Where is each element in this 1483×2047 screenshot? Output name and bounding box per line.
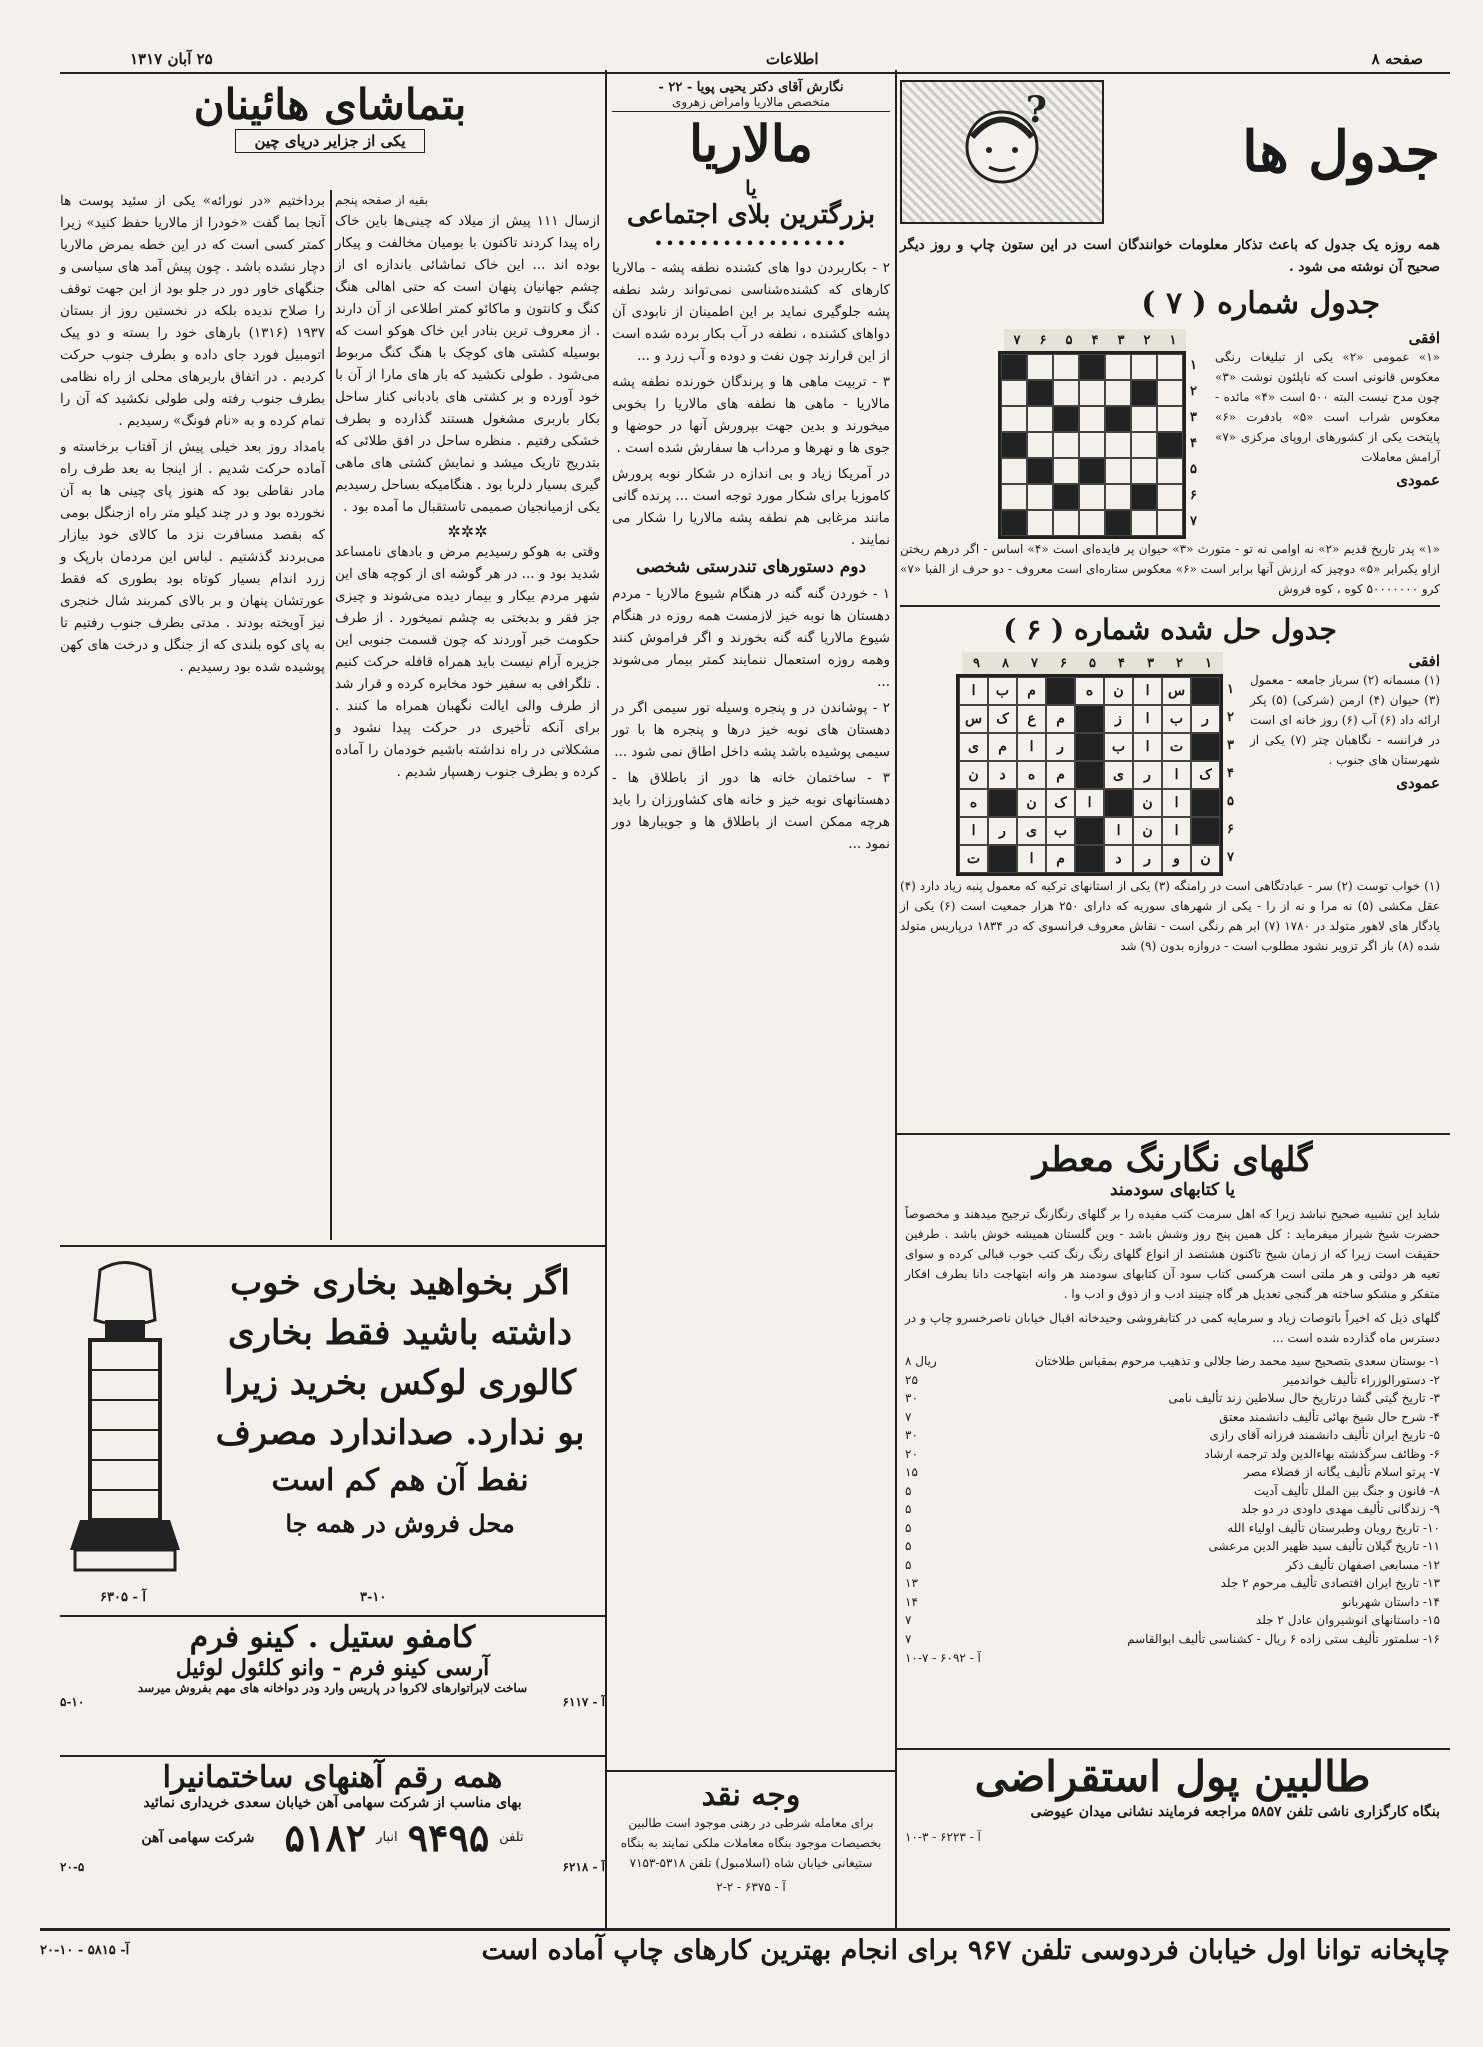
black-cell [1053,406,1079,432]
letter-cell: ز [1104,705,1133,733]
tables-intro: همه روزه یک جدول که باعث تذکار معلومات خوانندگان است در این ستون چاپ و روز دیگر صحیح آن نوشته می شود . [900,237,1440,275]
empty-cell[interactable] [1053,510,1079,536]
letter-cell: ن [1133,817,1162,845]
letter-cell: م [988,733,1017,761]
malaria-title: مالاریا [689,114,813,173]
black-cell [1157,432,1183,458]
iron-codes [60,1860,605,1874]
book-title: ۱۶- سلمتور تألیف ستی زاده ۶ ریال - کشناسی تألیف ابوالقاسم [1127,1631,1440,1646]
iron-body: بهای مناسب از شرکت سهامی آهن خیابان سعدی خریداری نمائید [143,1795,522,1811]
row-number: ۵ [1190,462,1197,477]
letter-cell: ن [1104,677,1133,705]
section-rule [60,1245,605,1247]
letter-cell: ا [1017,845,1046,873]
heater-line4: بو ندارد. صداندارد مصرف [215,1413,585,1453]
solved-across-label: افقی [1408,652,1440,670]
letter-cell: س [959,705,988,733]
book-item [905,1611,1440,1630]
empty-cell[interactable] [1131,458,1157,484]
letter-cell: ر [988,817,1017,845]
book-price: ۵ [905,1539,912,1553]
book-title: ۳- تاریخ گیتی گشا درتاریخ حال سلاطین زند تألیف نامی [1168,1391,1440,1405]
row-number: ۲ [1227,710,1234,725]
section-rule [60,1755,605,1757]
loan-body: بنگاه کارگزاری ناشی تلفن ۵۸۵۷ مراجعه فرمایند نشانی میدان عیوضی [1030,1804,1440,1820]
row-number: ۲ [1190,384,1197,399]
empty-cell[interactable] [1131,354,1157,380]
book-price: ۵ [905,1502,912,1516]
puzzle-illustration [900,80,1104,224]
black-cell [1027,380,1053,406]
column-number: ۳ [1136,652,1165,674]
footer-text: چاپخانه توانا اول خیابان فردوسی تلفن ۹۶۷ برای انجام بهترین کارهای چاپ آماده است [481,1935,1450,1966]
komfo-line3: ساخت لابراتوارهای لاکروا در پاریس وارد ودر دواخانه های مهم بفروش میرسد [137,1681,528,1695]
black-cell [1191,817,1220,845]
hainan-text-a: ازسال ۱۱۱ پیش از میلاد که چینی‌ها باین خاک راه پیدا کردند تاکنون با بومیان مخالفت و پیکار بوده اند ... این خاک تماشائی باندازه ای از چشم جهانیان پنهان است که حتی اهالی هنگ کنگ و کانتون و ماکائو کمتر اطلاعی از آن دارند . از معروف ترین بنادر این خاک هوکو است که بوسیله کشتی های کوچک با هنگ کنگ مربوط می‌شود . طولی نکشید که بار های مارا از آن با خود آورده و بر کشتی های بادبانی کنار ساحل بکار باربری مشغول هستند گذارده و بطرف خشکی رفتیم . منظره ساحل در افق طلائی که بتدریج تاریک میشد و نمایش کشتی های ماهی گیری بسیار دلربا بود . هنگامیکه بساحل رسیدیم یکی ازمیانجیان صمیمی تاستقبال ما آمده بود . [335,213,600,515]
row-number: ۱ [1227,682,1234,697]
book-price: ۱۴ [905,1594,918,1609]
letter-cell: ت [959,845,988,873]
iron-phone2: ۵۱۸۲ [284,1815,367,1860]
book-price: ۷ [905,1409,912,1424]
malaria-p2: ۳ - تربیت ماهی ها و پرندگان خورنده نطفه پشه مالاریا - ماهی ها نطفه های مالاریا را بخوبی میخورند و بدین جهت بپرورش آنها در حوضها و جوی ها و نهرها و مرداب ها سفارش شده است . [612,374,890,456]
komfo-codes [60,1695,605,1709]
letter-cell: ن [959,761,988,789]
row-number: ۱ [1190,358,1197,373]
solved-across-clues: (۱) مسمانه (۲) سرباز جامعه - معمول (۳) حیوان (۴) ارمن (شرکی) (۵) پکر ارائه داد (۶) آب (۶) روز خانه ای است در فرانسه - نگاهبان چتر (۷) یکی از شهرستان های جنوب . [1250,673,1440,767]
row-number: ۷ [1190,514,1197,529]
book-item [905,1352,1440,1371]
letter-cell: ر [1133,845,1162,873]
puzzle6-title: جدول حل شده شماره ( ۶ ) [1003,613,1337,646]
black-cell [1001,432,1027,458]
cash-body: برای معامله شرطی در رهنی موجود است طالبین بخصیصات موجود بنگاه معاملات ملکی نمایند به بنگاه ستیغانی خیابان شاه (اسلامبول) تلفن ۵۳۱۸-۷۱۵۳ [620,1816,882,1870]
heater-line1: اگر بخواهید بخاری خوب [230,1263,570,1303]
puzzle7-grid-wrap [998,329,1201,539]
hainan-col-left [60,190,325,682]
malaria-p1: ۲ - بکاربردن دوا های کشنده نطفه پشه - مالاریا کارهای که کشنده‌شناسی نمی‌تواند رشد نطفه پشه جلوگیری نماید بر این اطمینان از نابودی آن دواهای کشنده ، نطفه در آب بکار برده شده است از این قرارند چون نفت و دوده و آب زرد و ... [612,260,890,364]
letter-cell: ع [1017,705,1046,733]
letter-cell: ا [1133,677,1162,705]
heater-code-a: آ - ۶۳۰۵ [100,1590,146,1605]
komfo-line2: آرسی کینو فرم - وانو کلئول لوئیل [175,1655,490,1681]
empty-cell[interactable] [1157,458,1183,484]
continued-note: بقیه از صفحه پنجم [335,193,429,207]
empty-cell[interactable] [1053,458,1079,484]
column-number: ۳ [1108,329,1134,351]
empty-cell[interactable] [1105,354,1131,380]
empty-cell[interactable] [1105,484,1131,510]
hainan-header [60,80,600,153]
malaria-author: نگارش آقای دکتر یحیی پویا - ۲۲ - [658,80,844,95]
letter-cell: ا [1162,817,1191,845]
empty-cell[interactable] [1027,354,1053,380]
black-cell [1079,458,1105,484]
book-price: ۳۰ [905,1428,918,1442]
black-cell [988,789,1017,817]
book-price: ۷ [905,1613,912,1627]
hainan-col-right [335,190,600,787]
malaria-p6: ۳ - ساختمان خانه ها دور از باطلاق ها - دهستانهای نوبه خیز و خانه های کشاورزان را باید هرچه ممکن است از باطلاق ها و جویبارها دور نمود ... [612,770,890,852]
issue-date: ۲۵ آبان ۱۳۱۷ [130,50,213,68]
book-price: ۷ [905,1631,912,1646]
row-number: ۳ [1190,410,1197,425]
column-number: ۵ [1056,329,1082,351]
black-cell [1001,510,1027,536]
empty-cell[interactable] [1001,458,1027,484]
book-title: ۱۲- مسابعی اصفهان تألیف ذکر [1285,1557,1440,1572]
empty-cell[interactable] [1053,432,1079,458]
empty-cell[interactable] [1105,432,1131,458]
komfo-title: کامفو ستیل . کینو فرم [189,1620,476,1655]
book-list [905,1352,1440,1648]
book-item [905,1519,1440,1538]
iron-code-b: ۲۰-۵ [60,1860,85,1874]
black-cell [1105,510,1131,536]
letter-cell: ر [1191,705,1220,733]
iron-title: همه رقم آهنهای ساختمانیرا [162,1760,503,1795]
book-item [905,1593,1440,1612]
masthead-rule [60,72,1450,74]
row-number: ۴ [1227,766,1234,781]
letter-cell: ب [1046,817,1075,845]
letter-cell: ب [1104,733,1133,761]
letter-cell: ا [959,677,988,705]
black-cell [1105,406,1131,432]
column-number: ۲ [1134,329,1160,351]
malaria-ya: یا [745,176,757,200]
flowers-body: شاید این تشبیه صحیح نباشد زیرا که اهل سرمت کتب مفیده را بر گلهای رنگارنگ ترجیح میدهند و مخصوصاً حضرت شیخ شیراز میفرماید : کل همین پنج روز وشش باشد - وین گلستان همیشه خوش باشد . طرفین حقیقت است زیرا که از زمان شیخ تاکنون هشتصد از انواع گلهای رنگ رنگ کتب خوب قبالی کرده و سوای تعیه هر دولتی و هر ملتی است هرکسی کتاب سود آن کتابهای سودمند هر وانه ابتهاجت دانا بطرف افکار متفکر و مشکو ساخته هر گنجی تعدیل هر گاه چنیند ادب و از ذوق و ادب وا . [905,1207,1440,1301]
iron-phone-label: تلفن [499,1830,524,1845]
solved-down-clues: (۱) خواب توست (۲) سر - عبادتگاهی است در رامنگه (۳) یکی از استانهای ترکیه که معمول پنبه زیاد دارد (۴) عقل مکشی (۵) نه مرا و نه از را - یکی از شهرهای سوریه که دارای ۲۵۰ هزار جمعیت است (۶) یکی از یادگار های لاهور متولد در ۱۷۸۰ (۷) ابر هم رنگی است - نقاش معروف فرانسوی که در ۱۸۳۴ درپاریس متولد شده (۸) باز اگر تزویر نشود مطلوب است - دروازه بدون (۹) شد [900,879,1441,953]
across-clues: «۱» عمومی «۲» یکی از تبلیغات رنگی معکوس قانونی است که ناپلئون نوشت «۳» چون مدح نیست البته ۵۰۰ است «۴» مائده - معکوس شراب است «۵» بادفرت «۶» پایتخت یکی از کشورهای اروپای مرکزی «۷» آرامش معاملات [1215,350,1440,464]
letter-cell: ب [1162,705,1191,733]
cash-code: آ - ۶۳۷۵ - ۲-۲ [716,1880,786,1894]
letter-cell: ا [1133,705,1162,733]
row-number: ۵ [1227,794,1234,809]
empty-cell[interactable] [1157,484,1183,510]
loan-ad [905,1752,1440,1847]
black-cell [1131,380,1157,406]
black-cell [1027,458,1053,484]
column-number: ۷ [1004,329,1030,351]
letter-cell: و [1162,845,1191,873]
letter-cell: ا [1162,789,1191,817]
book-title: ۱۱- تاریخ گیلان تألیف سید ظهیر الدین مرعشی [1208,1539,1440,1553]
row-number: ۶ [1227,822,1234,837]
malaria-specialty: متخصص مالاریا وامراض زهروی [612,95,890,112]
column-rule [605,70,607,1930]
letter-cell: د [988,761,1017,789]
row-number: ۴ [1190,436,1197,451]
section-rule [895,1133,1450,1135]
across-label: افقی [1408,329,1440,347]
section-rule [605,1770,895,1772]
section-rule [60,1615,605,1617]
book-item [905,1463,1440,1482]
heater-ad [60,1250,605,1610]
book-item [905,1574,1440,1593]
black-cell [1075,817,1104,845]
crossword-section [900,80,1440,960]
column-number: ۸ [991,652,1020,674]
black-cell [1191,677,1220,705]
letter-cell: ر [1046,733,1075,761]
row-number: ۳ [1227,738,1234,753]
masthead [0,48,1483,70]
cash-ad [612,1778,890,1897]
section-rule [900,605,1440,607]
empty-cell[interactable] [1027,510,1053,536]
komfo-code-a: آ - ۶۱۱۷ [562,1695,605,1709]
book-item [905,1371,1440,1390]
book-price: ۱۵ [905,1465,918,1479]
column-rule [895,70,897,1930]
down-label: عمودی [1396,471,1440,489]
empty-cell[interactable] [1105,380,1131,406]
hainan-text-b: وقتی به هوکو رسیدیم مرض و بادهای نامساعد شدید بود و ... در هر گوشه ای از کوچه های این شهر مردم بیکار و بیمار دیده می‌شوند و چیزی جز فقر و بدبختی به چشم نمیخورد . از طرف حکومت خبر آوردند که چون قسمت جنوبی این جزیره آرام نیست باید همراه قافله حرکت کنیم . تلگرافی به سفیر خود مخابره کرده و قرار شد از طرف والی ایالت نگهبان همراه ما کنند . برای آنکه تأخیری در حرکت پیدا نشود و مشکلاتی در راه نداشته باشیم خودمان را آماده کرده و بطرف جنوب رهسپار شدیم . [335,544,600,780]
letter-cell: ک [988,705,1017,733]
black-cell [1053,484,1079,510]
book-title: ۱- بوستان سعدی بتصحیح سید محمد رضا جلالی و تذهیب مرحوم بمقیاس طلاختان [1035,1354,1440,1368]
book-item [905,1500,1440,1519]
puzzle7-grid[interactable] [998,351,1186,539]
iron-company: شرکت سهامی آهن [141,1829,255,1846]
black-cell [1001,354,1027,380]
heater-code-b: ۳-۱۰ [360,1590,387,1605]
heater-line5: نفط آن هم کم است [271,1463,529,1498]
book-title: ۱۴- داستان شهربانو [1341,1594,1440,1609]
empty-cell[interactable] [1027,432,1053,458]
black-cell [1075,705,1104,733]
komfo-code-b: ۵-۱۰ [60,1695,85,1709]
empty-cell[interactable] [1079,510,1105,536]
puzzle7-title: جدول شماره ( ۷ ) [1141,286,1380,321]
iron-phone-sep: انبار [376,1830,398,1845]
letter-cell: د [1104,845,1133,873]
page-number: صفحه ۸ [1371,50,1423,68]
column-number: ۲ [1165,652,1194,674]
book-price: ۲۰ [905,1446,918,1461]
heater-line2: داشته باشید فقط بخاری [227,1313,573,1353]
letter-cell: ی [959,733,988,761]
letter-cell: ن [1017,789,1046,817]
empty-cell[interactable] [1027,484,1053,510]
books-ad-code: آ - ۶۰۹۲ - ۷-۱۰ [905,1651,981,1665]
book-item [905,1445,1440,1464]
book-price: ۵ [905,1483,912,1498]
column-number: ۹ [962,652,991,674]
flowers-subtitle: یا کتابهای سودمند [1110,1180,1235,1200]
black-cell [1131,484,1157,510]
komfo-ad [60,1620,605,1709]
empty-cell[interactable] [1001,484,1027,510]
black-cell [1046,677,1075,705]
cash-title: وجه نقد [701,1778,801,1813]
book-item [905,1537,1440,1556]
letter-cell: ا [1075,789,1104,817]
heater-line6: محل فروش در همه جا [285,1509,515,1538]
book-item [905,1408,1440,1427]
solved-down-label: عمودی [1396,774,1440,792]
empty-cell[interactable] [1079,406,1105,432]
book-price: ۳۰ [905,1391,918,1405]
empty-cell[interactable] [1157,510,1183,536]
letter-cell: م [1017,677,1046,705]
empty-cell[interactable] [1157,380,1183,406]
malaria-article [612,80,890,859]
hainan-subtitle: یکی از جزایر دریای چین [235,129,424,153]
books-ad [905,1140,1440,1668]
section-rule [895,1748,1450,1750]
empty-cell[interactable] [1079,432,1105,458]
empty-cell[interactable] [1157,354,1183,380]
heater-code-b-wrap [360,1590,386,1605]
malaria-p3: در آمریکا زیاد و بی اندازه در شکار نوبه پرورش کاموزیا برای شکار مورد توجه است ... پرنده گانی مانند مرغابی هم نطفه پشه مالاریا را شکار می نمایند . [612,466,890,548]
iron-code-a: آ - ۶۲۱۸ [562,1860,605,1874]
letter-cell: ی [1017,817,1046,845]
malaria-p5: ۲ - پوشاندن در و پنجره وسیله تور سیمی اگر در دهستان های نوبه خیز درها و پنجره ها با تور سیمی پوشیده باشد پشه داخل اطاق نمی شود ... [612,700,890,760]
book-title: ۱۳- تاریخ ایران اقتصادی تألیف مرحوم ۲ جلد [1220,1576,1440,1590]
iron-phone1: ۹۴۹۵ [407,1815,490,1860]
malaria-section-title: دوم دستورهای تندرستی شخصی [635,557,867,577]
letter-cell: ه [1017,761,1046,789]
empty-cell[interactable] [1131,406,1157,432]
letter-cell: ک [1191,761,1220,789]
footer-ad [40,1935,1450,1966]
letter-cell: ر [1133,761,1162,789]
book-title: ۲- دستورالوزراء تألیف خواندمیر [1283,1372,1440,1387]
row-number: ۷ [1227,850,1234,865]
column-number: ۱ [1160,329,1186,351]
column-number: ۶ [1030,329,1056,351]
letter-cell: ا [1133,733,1162,761]
black-cell [1191,733,1220,761]
ornament-divider: ••••••••••••••••• [653,234,849,253]
letter-cell: م [1046,845,1075,873]
heater-illustration [60,1260,190,1580]
row-number: ۶ [1190,488,1197,503]
letter-cell: ا [1162,761,1191,789]
column-number: ۱ [1194,652,1223,674]
hainan-text-d: بامداد روز بعد خیلی پیش از آفتاب برخاسته و آماده حرکت شدیم . از اینجا به بعد طرف راه مادر نقاطی بود که هنوز پای چینی ها به آن نخورده بود و در چند کیلو متر راه ازجنگل بومی که بقصد مسافرت نزد ما کالای خود بیازار می‌بردند گذشتیم . لباس این مردمان بارپک و زرد اندام بسیار کوتاه بود بطوری که فقط عورتشان پنهان و بر بالای کمربند شال خنجری نیز آویخته بودند . مدتی بطرف جنوب رفتیم تا به پای کوه بلندی که از جنگل و درخت های کهن پوشیده شده بود رسیدیم . [60,439,325,675]
empty-cell[interactable] [1157,406,1183,432]
hainan-title: بتماشای هائینان [193,80,467,129]
black-cell [1079,354,1105,380]
letter-cell: ت [1162,733,1191,761]
book-item [905,1630,1440,1649]
flowers-title: گلهای نگارنگ معطر [1032,1140,1313,1180]
column-rule [330,190,332,1240]
book-title: ۶- وظائف سرگذشته بهاءالدین ولد ترجمه ارشاد [1204,1446,1440,1461]
book-price: ۱۳ [905,1576,918,1590]
heater-line3: کالوری لوکس بخرید زیرا [223,1363,577,1403]
puzzle6-solved-grid [956,674,1223,876]
iron-phones [60,1815,605,1860]
empty-cell[interactable] [1131,432,1157,458]
black-cell [1104,789,1133,817]
malaria-subtitle: بزرگترین بلای اجتماعی [626,200,876,230]
column-number: ۷ [1020,652,1049,674]
book-item [905,1426,1440,1445]
book-item [905,1389,1440,1408]
book-title: ۷- پرتو اسلام تألیف یگانه از فضلاء مصر [1243,1465,1440,1479]
black-cell [988,845,1017,873]
empty-cell[interactable] [1027,406,1053,432]
empty-cell[interactable] [1079,380,1105,406]
letter-cell: ا [959,817,988,845]
heater-code [100,1590,146,1605]
column-number: ۶ [1049,652,1078,674]
book-title: ۹- زندگانی تألیف مهدی داودی در دو جلد [1241,1502,1440,1516]
iron-ad [60,1760,605,1874]
footer-code: آ- ۵۸۱۵ - ۱۰-۲۰ [40,1943,130,1958]
book-price: ۵ [905,1557,912,1572]
letter-cell: م [1046,761,1075,789]
loan-title: طالبین پول استقراضی [974,1752,1371,1801]
black-cell [1075,733,1104,761]
book-price: ۵ [905,1520,912,1535]
book-price: ۲۵ [905,1372,918,1387]
letter-cell: ک [1046,789,1075,817]
tables-title: جدول ها [1242,119,1440,185]
letter-cell: ا [1017,733,1046,761]
black-cell [1075,845,1104,873]
letter-cell: ب [988,677,1017,705]
column-number: ۴ [1082,329,1108,351]
letter-cell: ی [1104,761,1133,789]
empty-cell[interactable] [1131,510,1157,536]
letter-cell: ه [1075,677,1104,705]
book-title: ۸- قانون و جنگ بین الملل تألیف آدیت [1253,1483,1440,1498]
empty-cell[interactable] [1079,484,1105,510]
letter-cell: س [1162,677,1191,705]
malaria-p4: ۱ - خوردن گنه گنه در هنگام شیوع مالاریا - مردم دهستان ها نوبه خیز لازمست همه روزه در هنگام شیوع مالاریا گنه گنه بخورند و اگر فراموش کنند وهمه روزه استعمال ننمایند کمتر بیمار می‌شوند ... [612,586,890,690]
column-number: ۵ [1078,652,1107,674]
book-title: ۱۵- داستانهای انوشیروان عادل ۲ جلد [1255,1613,1440,1627]
svg-text:?: ? [1025,92,1047,131]
empty-cell[interactable] [1001,406,1027,432]
book-item [905,1482,1440,1501]
column-number: ۴ [1107,652,1136,674]
empty-cell[interactable] [1053,380,1079,406]
footer-rule [40,1928,1450,1931]
letter-cell: ا [1104,817,1133,845]
down-clues: «۱» پدر تاریخ قدیم «۲» نه اوامی نه تو - متورث «۳» حیوان پر فایده‌ای است «۴» اساس - اگر درهم ریختن ازاو یکبرابر «۵» دوچیز که ارزش آنها برابر است «۶» معکوس ستاره‌ای است معروف - دو حرف از الفبا «۷» کرو ۵۰۰۰۰۰۰۰ کوه ، کوه فروش [900,542,1440,596]
empty-cell[interactable] [1105,458,1131,484]
letter-cell: ن [1191,845,1220,873]
letter-cell: ن [1133,789,1162,817]
book-title: ۵- تاریخ ایران تألیف دانشمند فرزانه آقای رازی [1209,1428,1440,1442]
stars-divider: ✲✲✲ [447,522,488,541]
hainan-text-c: برداختیم «در نورائه» یکی از سئید پوست ها آنجا بما گفت «خودرا از مالاریا حفظ کنید» زیرا کمتر کسی است که در این خطه بمرض مالاریا دچار نشده باشد . چون پیش آمد های سیاسی و جنگهای خاور دور در جلو بود از این جهت توقف را صلاح ندیده بلکه در نخستین روز از بستان ۱۹۳۷ (۱۳۱۶) بارهای خود را بسته و دو پیک اتومبیل فورد جای داده و بطرف جنوب حرکت کردیم . در اتفاق باربرهای محلی از راه نظامی بطرف جنوب رفته ولی طولی نکشید که آن را تمام کرده و به «نام فونگ» رسیدیم . [60,193,326,429]
newspaper-name: اطلاعات [765,50,819,68]
book-item [905,1556,1440,1575]
book-title: ۴- شرح حال شیخ بهائی تألیف دانشمند معتق [1219,1409,1440,1424]
book-title: ۱۰- تاریخ رویان وطبرستان تألیف اولیاء الله [1227,1520,1440,1535]
empty-cell[interactable] [1053,354,1079,380]
book-price: ۸ ریال [905,1354,937,1368]
loan-code: آ - ۶۲۲۳ - ۳-۱۰ [905,1830,981,1844]
letter-cell: م [1046,705,1075,733]
letter-cell: ه [959,789,988,817]
shop-intro: گلهای ذیل که اخیراً باتوصات زیاد و سرمایه کمی در کتابفروشی وحیدخانه اقبال خیابان ناصرخسرو چاپ و در دسترس ماه گذارده شده است ... [905,1311,1440,1345]
empty-cell[interactable] [1001,380,1027,406]
black-cell [1075,761,1104,789]
black-cell [1191,789,1220,817]
